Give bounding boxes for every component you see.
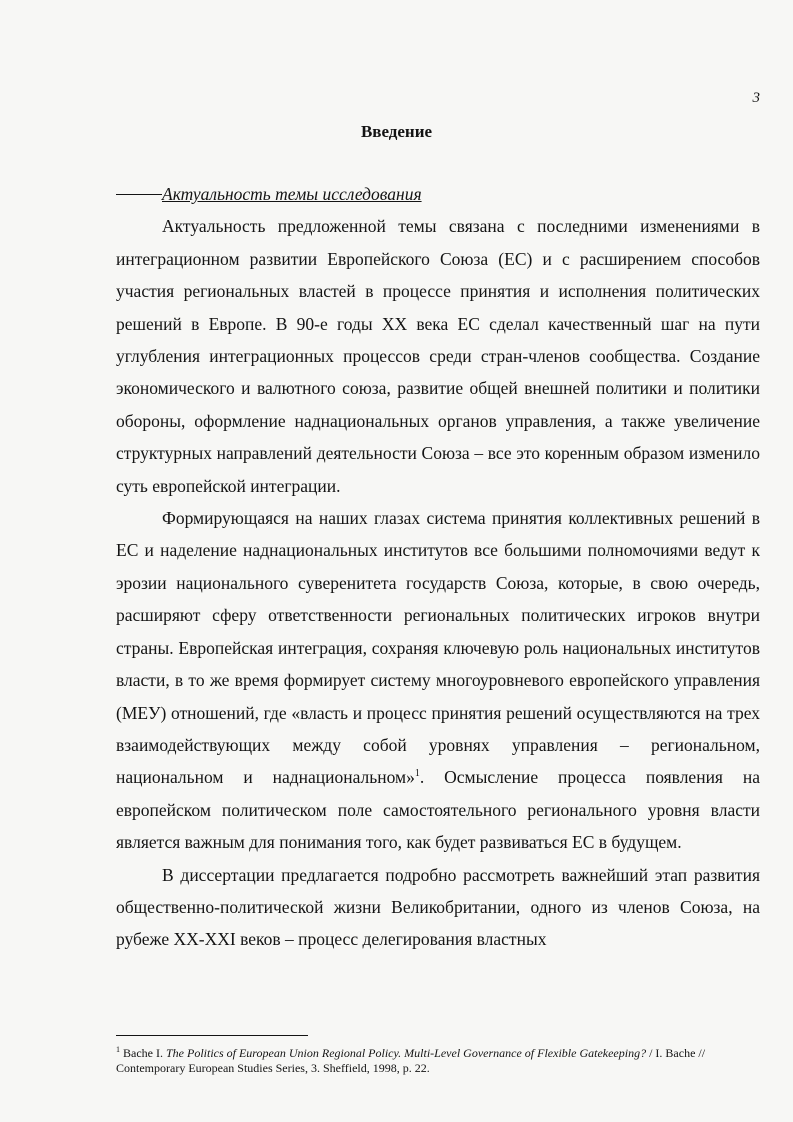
- section-heading-text: Актуальность темы исследования: [162, 184, 422, 204]
- footnote-title: The Politics of European Union Regional Policy. Multi-Level Governance of Flexible Gatekeeping?: [165, 1046, 647, 1060]
- footnote-reference[interactable]: 1: [414, 768, 420, 780]
- footnote-marker: 1: [116, 1045, 120, 1054]
- paragraph-2-text-a: Формирующаяся на наших глазах система принятия коллективных решений в ЕС и наделение наднациональных институтов все большими полномочиями ведут к эрозии национального суверенитета государств Союза, которые, в свою очередь, расширяют сферу ответственности региональных политических игроков внутри страны. Европейская интеграция, сохраняя ключевую роль национальных институтов власти, в то же время формирует систему многоуровневого европейского управления (МЕУ) отношений, где «власть и процесс принятия решений осуществляются на трех взаимодействующих между собой уровнях управления – региональном, национальном и наднациональном»: [116, 508, 760, 788]
- page-title: Введение: [360, 122, 433, 141]
- paragraph-2: [116, 502, 760, 858]
- footnote-divider: [116, 1035, 308, 1036]
- paragraph-2-text-b: . Осмысление процесса появления на европейском политическом поле самостоятельного регионального уровня власти является важным для понимания того, как будет развиваться ЕС в будущем.: [116, 767, 760, 853]
- footnote-author: Bache I.: [123, 1046, 163, 1060]
- paragraph-3: В диссертации предлагается подробно рассмотреть важнейший этап развития общественно-политической жизни Великобритании, одного из членов Союза, на рубеже XX-XXI веков – процесс делегирования властных: [116, 864, 760, 950]
- footnote: [116, 1042, 760, 1076]
- body-text: [116, 178, 760, 956]
- heading-leader-line: [116, 193, 162, 195]
- footnote-source: / I. Bache // Contemporary European Studies Series, 3. Sheffield, 1998, p. 22.: [116, 1046, 706, 1075]
- section-heading: [116, 178, 760, 210]
- page-number: 3: [752, 90, 760, 106]
- paragraph-1: Актуальность предложенной темы связана с последними изменениями в интеграционном развитии Европейского Союза (ЕС) и с расширением способов участия региональных властей в процессе принятия и исполнения политических решений в Европе. В 90-е годы XX века ЕС сделал качественный шаг на пути углубления интеграционных процессов среди стран-членов сообщества. Создание экономического и валютного союза, развитие общей внешней политики и политики обороны, оформление наднациональных органов управления, а также увеличение структурных направлений деятельности Союза – все это коренным образом изменило суть европейской интеграции.: [116, 216, 760, 496]
